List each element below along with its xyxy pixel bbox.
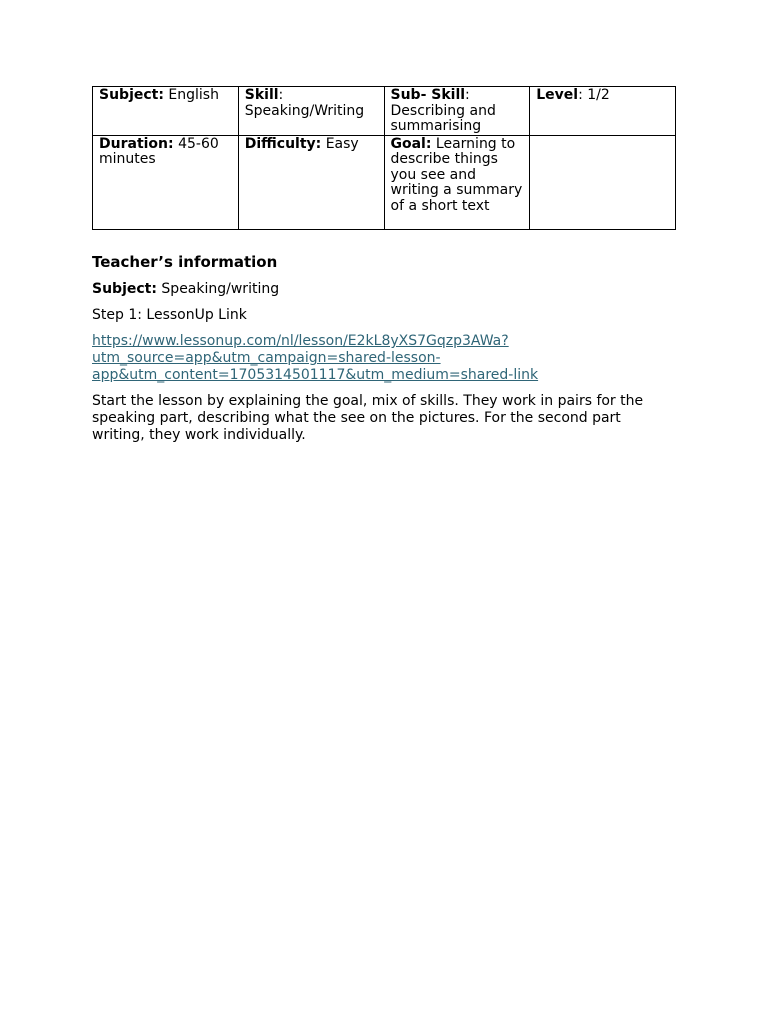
section-heading: Teacher’s information: [92, 253, 278, 271]
sub-skill-label: Sub- Skill: [390, 87, 466, 103]
duration-value: 45-60 minutes: [99, 135, 219, 167]
subject-label: Subject:: [99, 87, 164, 103]
sub-skill-value: : Describing and summarising: [390, 87, 496, 134]
subject-line-value: Speaking/writing: [156, 281, 280, 297]
lesson-description: Start the lesson by explaining the goal, mix of skills. They work in pairs for the speaking part, describing what the see on the pictures. For the second part writing, they work individually.: [92, 393, 644, 443]
duration-label: Duration:: [99, 135, 174, 152]
subject-line-label: Subject:: [92, 281, 157, 297]
difficulty-label: Difficulty:: [244, 135, 322, 152]
empty-cell: [530, 135, 676, 229]
subject-cell: [93, 87, 239, 136]
subject-line: [92, 281, 676, 298]
sub-skill-cell: [384, 87, 530, 136]
goal-cell: [384, 135, 530, 229]
subject-value: English: [163, 87, 219, 103]
step-1-line: Step 1: LessonUp Link: [92, 307, 247, 323]
skill-cell: [238, 87, 384, 136]
skill-label: Skill: [244, 87, 279, 103]
level-label: Level: [536, 87, 579, 103]
skill-value: : Speaking/Writing: [244, 87, 365, 119]
goal-value: Learning to describe things you see and writing a summary of a short text: [390, 135, 523, 214]
link-line-1[interactable]: https://www.lessonup.com/nl/lesson/E2kL8yXS7Gqzp3AWa?: [92, 333, 509, 349]
link-line-2[interactable]: utm_source=app&utm_campaign=shared-lesson-: [92, 350, 441, 366]
goal-label: Goal:: [390, 135, 432, 152]
lesson-info-table: [92, 86, 676, 230]
level-value: : 1/2: [578, 87, 610, 103]
table-row: [93, 87, 676, 136]
level-cell: [530, 87, 676, 136]
teacher-info-section: [92, 253, 676, 453]
difficulty-value: Easy: [321, 135, 359, 152]
lessonup-link[interactable]: [92, 333, 676, 384]
table-row: [93, 135, 676, 229]
duration-cell: [93, 135, 239, 229]
difficulty-cell: [238, 135, 384, 229]
link-line-3[interactable]: app&utm_content=1705314501117&utm_medium=shared-link: [92, 367, 539, 383]
